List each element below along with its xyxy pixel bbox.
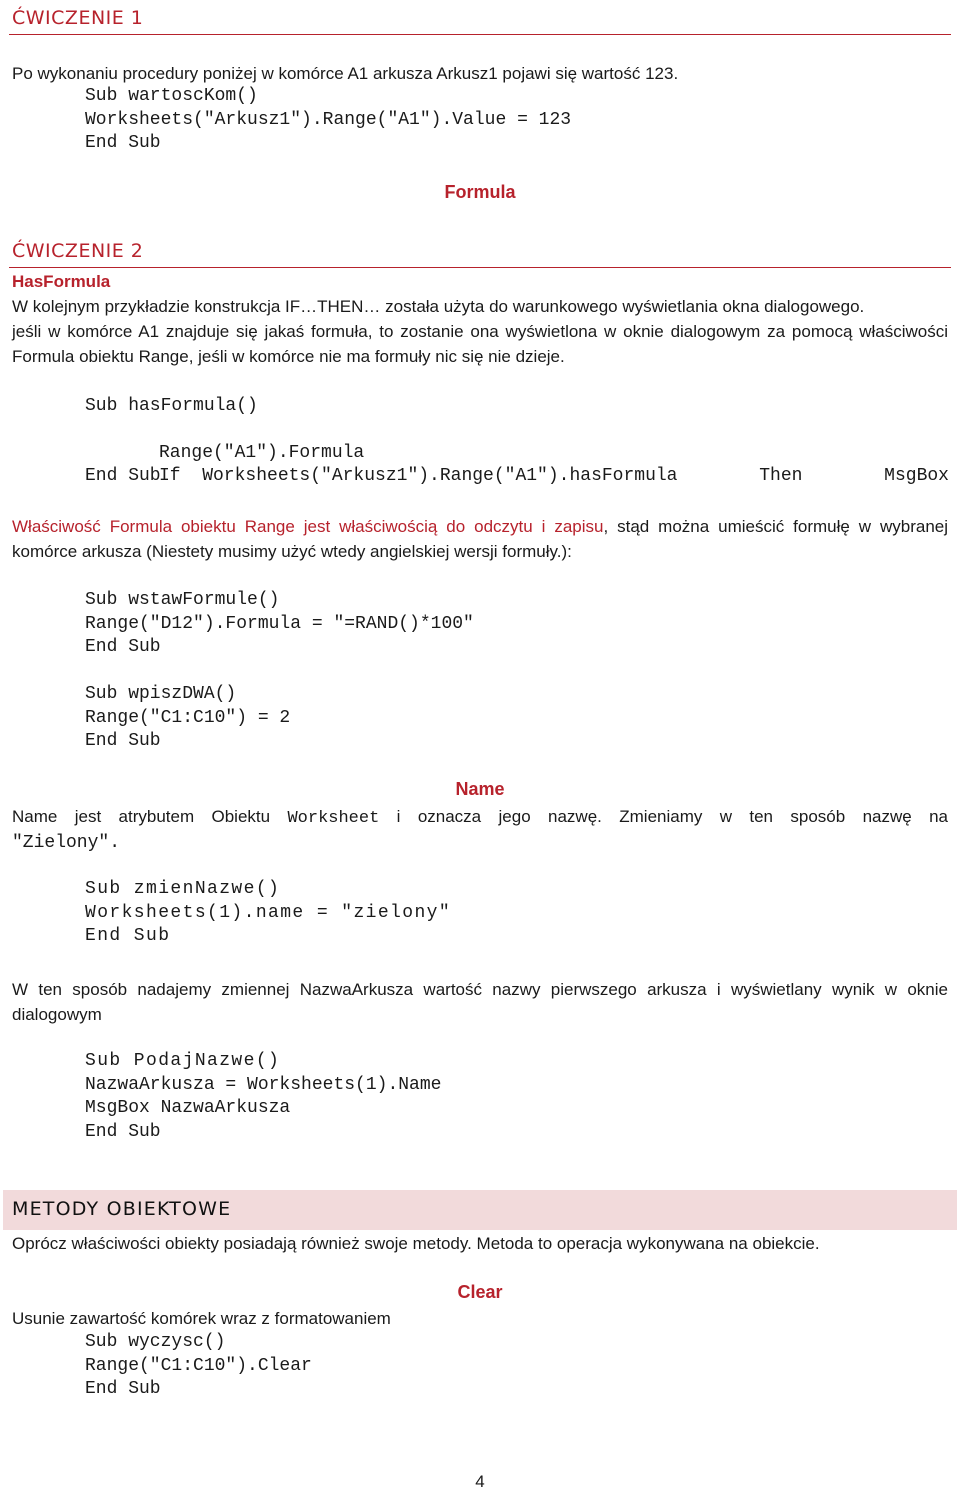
code-line: Range("C1:C10").Clear [85, 1355, 312, 1376]
name-paragraph [12, 804, 948, 831]
name-mono-worksheet: Worksheet [287, 809, 380, 828]
code-line: End Sub [85, 926, 171, 946]
section-heading-cwiczenie-1: ĆWICZENIE 1 [12, 7, 144, 29]
code-line: Range("D12").Formula = "=RAND()*100" [85, 613, 474, 634]
code-line: End Sub [85, 731, 161, 751]
code-block-zmiennazwe [85, 878, 451, 949]
code-line: Worksheets("Arkusz1").Range("A1").Value = 123 [85, 109, 572, 130]
name-mono-zielony: "Zielony". [12, 833, 121, 853]
section-heading-cwiczenie-2: ĆWICZENIE 2 [12, 240, 144, 262]
code-fragment: Then [759, 466, 803, 486]
code-line: Sub wyczysc() [85, 1332, 226, 1352]
code-block-wyczysc [85, 1331, 312, 1402]
nazwa-arkusza-paragraph: W ten sposób nadajemy zmiennej NazwaArkusza wartość nazwy pierwszego arkusza i wyświetlany wynik w oknie dialogowym [12, 980, 948, 1024]
intro-paragraph: Po wykonaniu procedury poniżej w komórce A1 arkusza Arkusz1 pojawi się wartość 123. [12, 64, 679, 83]
code-line: Worksheets(1).name = "zielony" [85, 902, 452, 923]
code-block-podajnazwe [85, 1050, 441, 1144]
name-text-1: Name jest atrybutem Obiektu [12, 807, 271, 826]
formula-property-paragraph [12, 514, 948, 564]
clear-title: Clear [457, 1282, 503, 1302]
code-line: Range("A1").Formula [159, 443, 365, 463]
code-line: Sub wartoscKom() [85, 86, 258, 106]
name-text-2: i oznacza jego nazwę. Zmieniamy w ten sposób nazwę na [396, 807, 948, 826]
formula-property-highlight: Właściwość Formula obiektu Range jest właściwością do odczytu i zapisu [12, 517, 604, 536]
section-heading-metody-obiektowe: METODY OBIEKTOWE [12, 1198, 232, 1220]
code-line: Sub wstawFormule() [85, 590, 280, 610]
section-rule [9, 34, 951, 35]
code-line: Sub zmienNazwe() [85, 879, 281, 899]
code-block-wpiszdwa [85, 683, 290, 754]
section-rule [9, 267, 951, 268]
code-fragment: If Worksheets("Arkusz1").Range("A1").hasFormula [159, 466, 678, 486]
code-line: Sub wpiszDWA() [85, 684, 237, 704]
hasformula-paragraph-2: jeśli w komórce A1 znajduje się jakaś formuła, to zostanie ona wyświetlona w oknie dialogowym za pomocą właściwości Formula obiektu Range, jeśli w komórce nie ma formuły nic się nie dzieje. [12, 322, 948, 366]
code-line: End Sub [85, 637, 161, 657]
hasformula-title: HasFormula [12, 272, 111, 291]
hasformula-paragraph-1: W kolejnym przykładzie konstrukcja IF…THEN… została użyta do warunkowego wyświetlania okna dialogowego. [12, 297, 865, 316]
code-block-wartosckom [85, 85, 571, 156]
formula-title: Formula [444, 182, 516, 202]
code-line: End Sub [85, 1121, 161, 1142]
code-line: Sub hasFormula() [85, 396, 258, 416]
formula-property-rest: , stąd można umieścić formułę w wybranej komórce arkusza (Niestety musimy użyć wtedy angielskiej wersji formuły.): [12, 517, 949, 561]
code-line: End Sub [85, 133, 161, 153]
code-line: MsgBox NazwaArkusza [85, 1098, 291, 1118]
name-title: Name [455, 779, 505, 799]
page-number: 4 [475, 1472, 485, 1491]
code-block-wstawformule [85, 589, 474, 660]
code-fragment: MsgBox [884, 466, 949, 486]
code-line: End Sub [85, 466, 161, 486]
code-line: NazwaArkusza = Worksheets(1).Name [85, 1074, 442, 1095]
clear-description: Usunie zawartość komórek wraz z formatowaniem [12, 1309, 391, 1328]
code-line: End Sub [85, 1379, 161, 1399]
metody-paragraph: Oprócz właściwości obiekty posiadają również swoje metody. Metoda to operacja wykonywana na obiekcie. [12, 1234, 820, 1253]
code-line: Sub PodajNazwe() [85, 1051, 281, 1071]
code-line: Range("C1:C10") = 2 [85, 707, 291, 728]
